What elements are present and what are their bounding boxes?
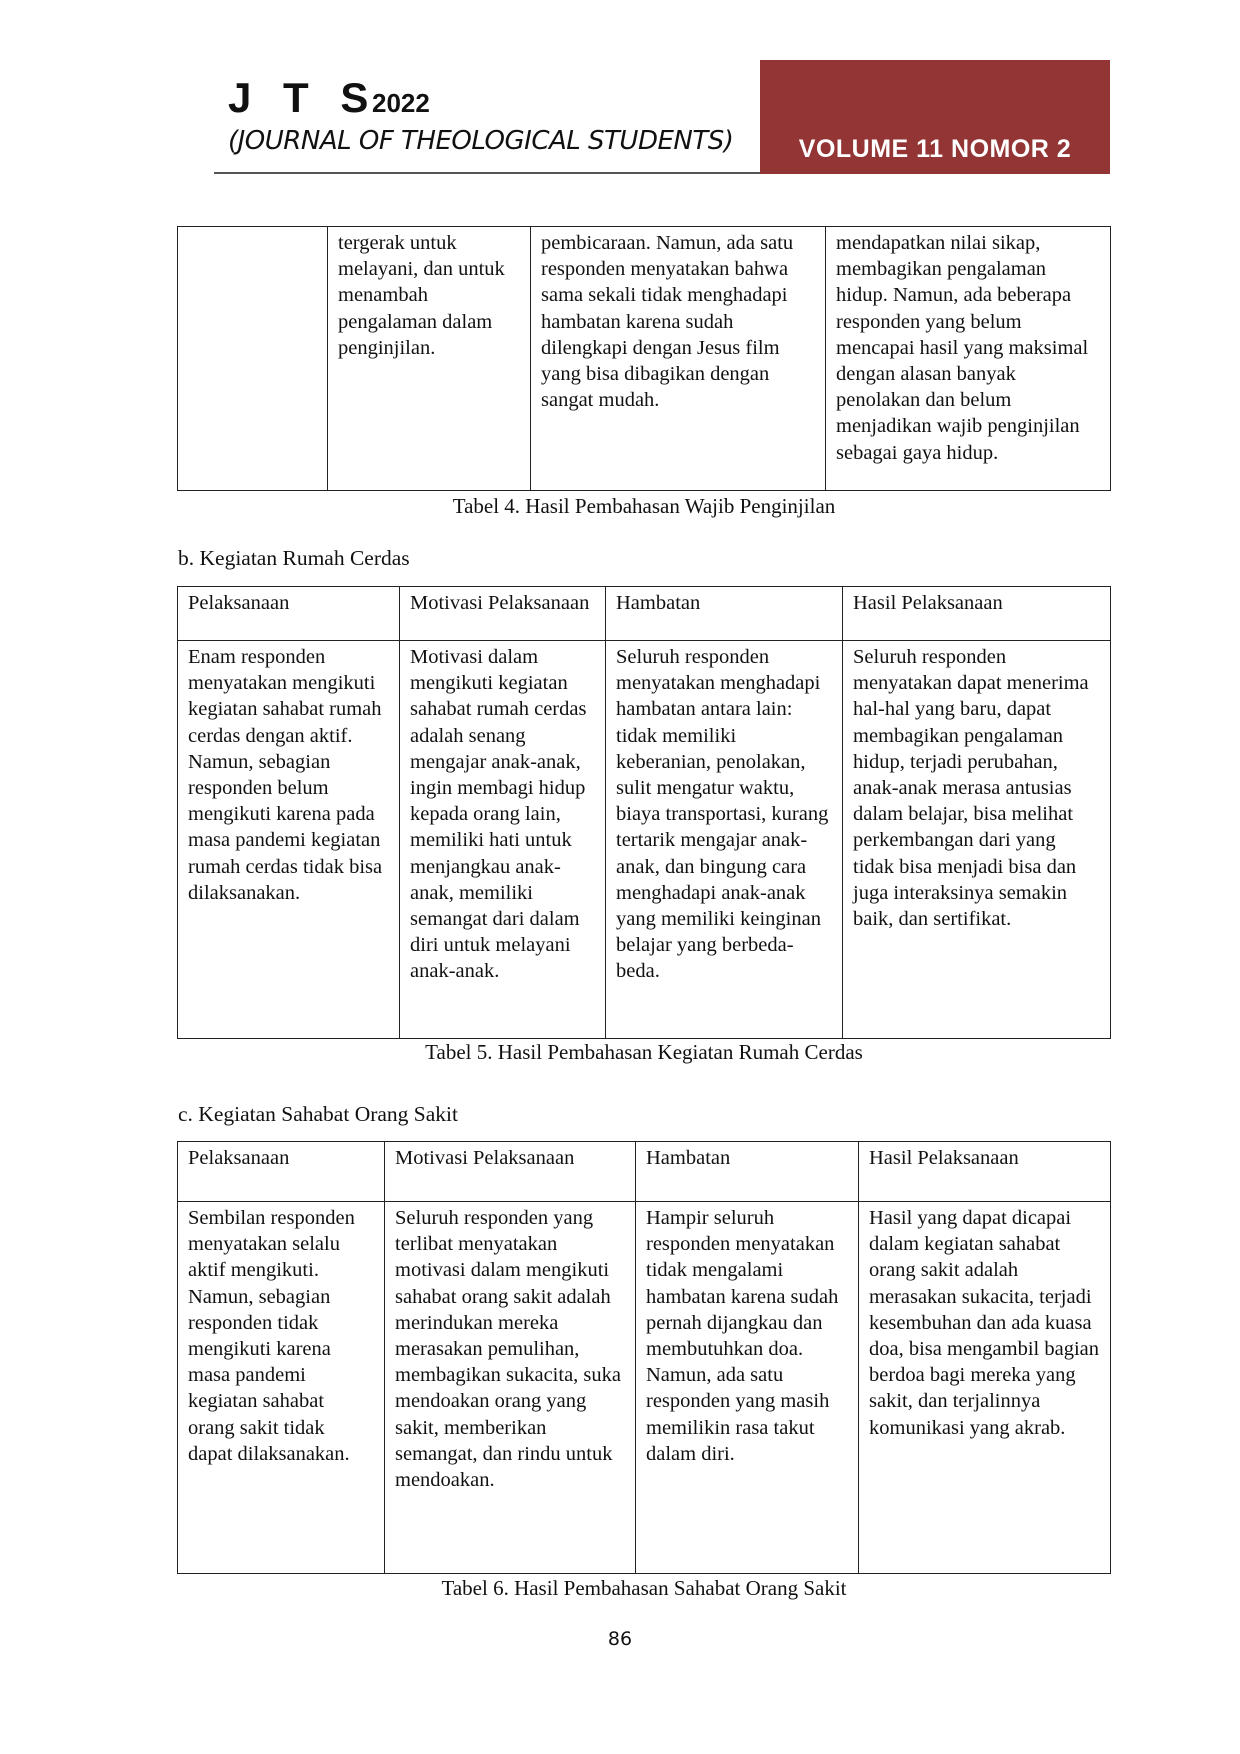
journal-full-title: (JOURNAL OF THEOLOGICAL STUDENTS) <box>228 126 734 156</box>
table4-caption: Tabel 4. Hasil Pembahasan Wajib Penginjilan <box>452 494 836 518</box>
header-divider <box>214 172 760 174</box>
table6-cell-hasil: Hasil yang dapat dicapai dalam kegiatan sahabat orang sakit adalah merasakan sukacita, terjadi kesembuhan dan ada kuasa doa, bisa mengambil bagian berdoa bagi mereka yang sakit, dan terjalinnya komunikasi yang akrab. <box>859 1202 1111 1574</box>
table6-cell-motivasi: Seluruh responden yang terlibat menyatakan motivasi dalam mengikuti sahabat orang sakit adalah merindukan mereka merasakan pemulihan, membagikan sukacita, suka mendoakan orang yang sakit, memberikan semangat, dan rindu untuk mendoakan. <box>385 1202 636 1574</box>
table5-cell-pelaksanaan: Enam responden menyatakan mengikuti kegiatan sahabat rumah cerdas dengan aktif. Namun, sebagian responden belum mengikuti karena pada masa pandemi kegiatan rumah cerdas tidak bisa dilaksanakan. <box>178 641 400 1039</box>
table4-cell-pelaksanaan <box>178 227 328 491</box>
table4-cell-hambatan: pembicaraan. Namun, ada satu responden menyatakan bahwa sama sekali tidak menghadapi hambatan karena sudah dilengkapi dengan Jesus film yang bisa dibagikan dengan sangat mudah. <box>531 227 826 491</box>
table6-header-hambatan: Hambatan <box>636 1142 859 1202</box>
table-header-row <box>178 1142 1111 1202</box>
table-row <box>178 641 1111 1039</box>
section-c-heading: c. Kegiatan Sahabat Orang Sakit <box>178 1102 459 1126</box>
table6-header-pelaksanaan: Pelaksanaan <box>178 1142 385 1202</box>
table5-header-pelaksanaan: Pelaksanaan <box>178 587 400 641</box>
table-row <box>178 1202 1111 1574</box>
table-4 <box>177 226 1111 491</box>
volume-banner <box>760 60 1110 174</box>
table-6 <box>177 1141 1111 1574</box>
table6-cell-pelaksanaan: Sembilan responden menyatakan selalu aktif mengikuti. Namun, sebagian responden tidak mengikuti karena masa pandemi kegiatan sahabat orang sakit tidak dapat dilaksanakan. <box>178 1202 385 1574</box>
table5-cell-motivasi: Motivasi dalam mengikuti kegiatan sahabat rumah cerdas adalah senang mengajar anak-anak, ingin membagi hidup kepada orang lain, memiliki hati untuk menjangkau anak-anak, memiliki semangat dari dalam diri untuk melayani anak-anak. <box>400 641 606 1039</box>
journal-year: 2022 <box>372 88 430 118</box>
volume-label: VOLUME 11 NOMOR 2 <box>798 135 1072 163</box>
table5-cell-hambatan: Seluruh responden menyatakan menghadapi hambatan antara lain: tidak memiliki keberanian, penolakan, sulit mengatur waktu, biaya transportasi, kurang tertarik mengajar anak-anak, dan bingung cara menghadapi anak-anak yang memiliki keinginan belajar yang berbeda-beda. <box>606 641 843 1039</box>
journal-abbreviation: J T S <box>228 74 379 121</box>
table4-cell-hasil: mendapatkan nilai sikap, membagikan pengalaman hidup. Namun, ada beberapa responden yang belum mencapai hasil yang maksimal dengan alasan banyak penolakan dan belum menjadikan wajib penginjilan sebagai gaya hidup. <box>826 227 1111 491</box>
page-number: 86 <box>607 1628 633 1650</box>
table5-cell-hasil: Seluruh responden menyatakan dapat menerima hal-hal yang baru, dapat membagikan pengalaman hidup, terjadi perubahan, anak-anak merasa antusias dalam belajar, bisa melihat perkembangan dari yang tidak bisa menjadi bisa dan juga interaksinya semakin baik, dan sertifikat. <box>843 641 1111 1039</box>
table5-header-hasil: Hasil Pelaksanaan <box>843 587 1111 641</box>
table6-header-motivasi: Motivasi Pelaksanaan <box>385 1142 636 1202</box>
table5-caption: Tabel 5. Hasil Pembahasan Kegiatan Rumah Cerdas <box>425 1040 863 1064</box>
table6-header-hasil: Hasil Pelaksanaan <box>859 1142 1111 1202</box>
table-header-row <box>178 587 1111 641</box>
table-5 <box>177 586 1111 1039</box>
table6-caption: Tabel 6. Hasil Pembahasan Sahabat Orang Sakit <box>441 1576 847 1600</box>
section-b-heading: b. Kegiatan Rumah Cerdas <box>178 546 410 570</box>
table-row <box>178 227 1111 491</box>
table5-header-hambatan: Hambatan <box>606 587 843 641</box>
table5-header-motivasi: Motivasi Pelaksanaan <box>400 587 606 641</box>
table6-cell-hambatan: Hampir seluruh responden menyatakan tidak mengalami hambatan karena sudah pernah dijangkau dan membutuhkan doa. Namun, ada satu responden yang masih memilikin rasa takut dalam diri. <box>636 1202 859 1574</box>
table4-cell-motivasi: tergerak untuk melayani, dan untuk menambah pengalaman dalam penginjilan. <box>328 227 531 491</box>
